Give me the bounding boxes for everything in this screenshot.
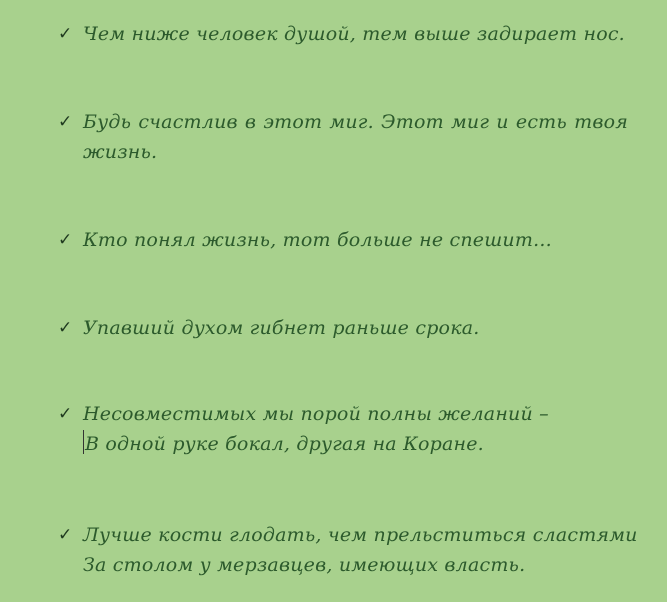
- list-item: [58, 19, 628, 49]
- quote-line: Лучше кости глодать, чем прельститься сластями: [83, 524, 638, 546]
- quote-text: [83, 19, 628, 49]
- quote-line: Несовместимых мы порой полны желаний –: [83, 403, 549, 425]
- quote-line: Чем ниже человек душой, тем выше задирает нос.: [83, 23, 625, 45]
- quote-text[interactable]: [83, 399, 628, 459]
- quote-text: [83, 107, 628, 167]
- check-icon: ✓: [58, 24, 73, 44]
- quote-line-with-cursor[interactable]: [83, 429, 628, 459]
- check-icon: ✓: [58, 230, 73, 250]
- quote-text: [83, 520, 638, 580]
- quote-line: Кто понял жизнь, тот больше не спешит...: [83, 229, 552, 251]
- check-icon: ✓: [58, 318, 73, 338]
- list-item: [58, 107, 628, 167]
- quote-line: За столом у мерзавцев, имеющих власть.: [83, 554, 526, 576]
- list-item: [58, 520, 638, 580]
- check-icon: ✓: [58, 525, 73, 545]
- text-cursor: [83, 430, 84, 454]
- quote-line: Будь счастлив в этот миг. Этот миг и есть твоя жизнь.: [83, 111, 628, 163]
- quote-text: [83, 313, 628, 343]
- quote-line: Упавший духом гибнет раньше срока.: [83, 317, 480, 339]
- check-icon: ✓: [58, 112, 73, 132]
- list-item: [58, 225, 628, 255]
- list-item: [58, 399, 628, 459]
- quote-line: В одной руке бокал, другая на Коране.: [85, 433, 484, 455]
- quote-text: [83, 225, 628, 255]
- check-icon: ✓: [58, 404, 73, 424]
- list-item: [58, 313, 628, 343]
